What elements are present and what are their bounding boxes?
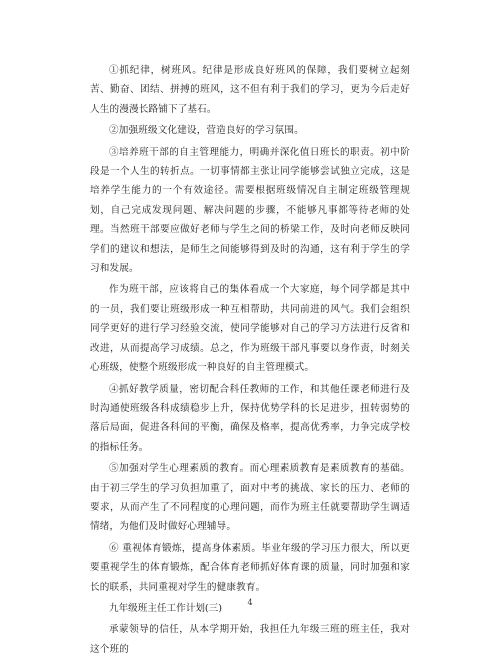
paragraph-intro: 承蒙领导的信任，从本学期开始，我担任九年级三班的班主任，我对这个班的 [90,624,410,655]
section-heading: 九年级班主任工作计划(三) [109,602,223,614]
paragraph-class-leaders: ③培养班干部的自主管理能力，明确并深化值日班长的职责。初中阶段是一个人生的转折点。一切事情都主张让同学能够尝试独立完成，这是培养学生能力的一个有效途径。需要根据班级情况自主制定班级管理规划，自己完成发现问题、解决问题的步骤，不能够凡事都等待老师的处理。当然班干部要应做好老师与学生之间的桥梁工作，及时向老师反映同学们的建议和想法，是师生之间能够得到及时的沟通，这有利于学生的学习和发展。 [90,146,410,275]
page-number: 4 [247,598,253,607]
document-body [90,61,410,661]
paragraph-class-culture: ②加强班级文化建设，营造良好的学习氛围。 [109,125,304,137]
paragraph-discipline: ①抓纪律，树班风。纪律是形成良好班风的保障，我们要树立起刻苦、勤奋、团结、拼搏的班风，这不但有利于我们的学习，更为今后走好人生的漫漫长路铺下了基石。 [90,65,410,115]
paragraph-teaching-quality: ④抓好教学质量，密切配合科任教师的工作，和其他任课老师进行及时沟通使班级各科成绩稳步上升，保持优势学科的长足进步，扭转弱势的落后局面，促进各科间的平衡，确保及格率，提高优秀率，力争完成学校的指标任务。 [90,383,410,453]
paragraph-physical-exercise: ⑥ 重视体育锻炼，提高身体素质。毕业年级的学习压力很大，所以更要重视学生的体育锻炼，配合体育老师抓好体育课的质量，同时加强和家长的联系，共同重视对学生的健康教育。 [90,542,410,593]
paragraph-psychology: ⑤加强对学生心理素质的教育。而心理素质教育是素质教育的基础。由于初三学生的学习负担加重了，面对中考的挑战、家长的压力、老师的要求，从而产生了不同程度的心理问题，而作为班主任就要帮助学生调适情绪，为他们及时做好心理辅导。 [90,463,410,533]
paragraph-self-management: 作为班干部，应该将自己的集体看成一个大家庭，每个同学都是其中的一员，我们要让班级形成一种互相帮助，共同前进的风气。我们会组织同学更好的进行学习经验交流，使同学能够对自己的学习方法进行反省和改进，从而提高学习成绩。总之，作为班级干部凡事要以身作责，时刻关心班级，使整个班级形成一种良好的自主管理模式。 [90,284,410,374]
